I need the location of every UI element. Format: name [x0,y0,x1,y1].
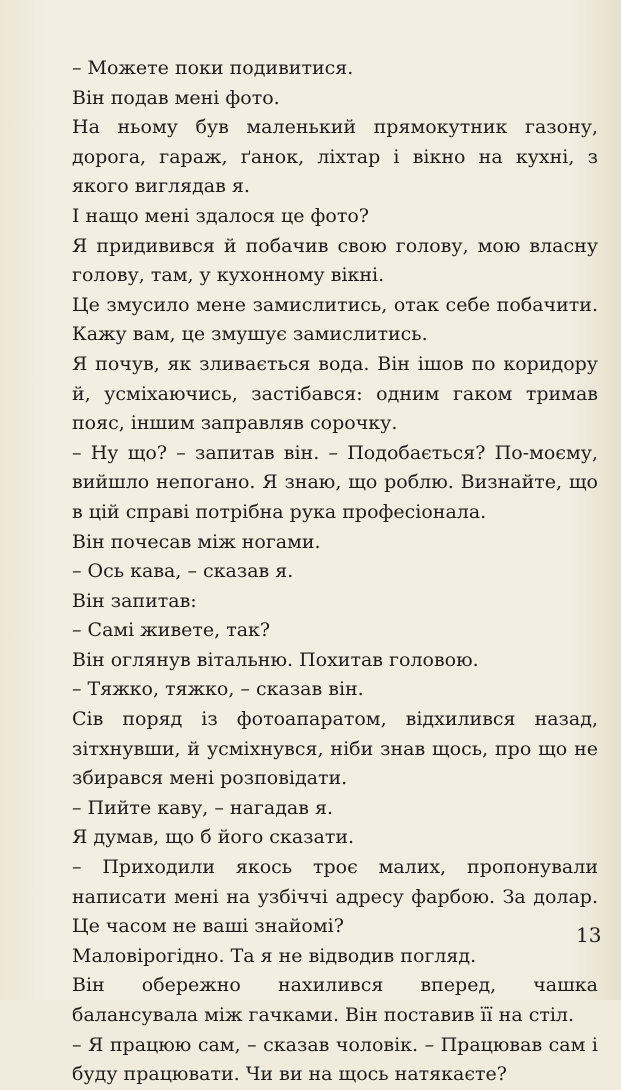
paragraph: – Я працюю сам, – сказав чоловік. – Працював сам і буду працювати. Чи ви на щось натякаєте? [72,1033,598,1086]
paragraph: – Приходили якось троє малих, пропонували написати мені на узбіччі адресу фарбою. За долар. Це часом не ваші знайомі? [72,856,598,938]
paragraph: – Тяжко, тяжко, – сказав він. [72,678,364,701]
paragraph: Я придивився й побачив свою голову, мою власну голову, там, у кухонному вікні. [72,234,598,287]
paragraph: Я почув, як зливається вода. Він ішов по коридору й, усміхаючись, застібався: одним гаком тримав пояс, іншим заправляв сорочку. [72,352,598,435]
paragraph: Він подав мені фото. [72,86,280,109]
paragraph: – Ось кава, – сказав я. [72,560,294,583]
paragraph: Сів поряд із фотоапаратом, відхилився назад, зітхнувши, й усміхнувся, ніби знав щось, про що не збирався мені розповідати. [72,708,598,790]
paragraph: – Ну що? – запитав він. – Подобається? По-моєму, вийшло непогано. Я знаю, що роблю. Визнайте, що в цій справі потрібна рука професіонала. [72,441,598,523]
paragraph: Я думав, що б його сказати. [72,826,355,849]
page-number: 13 [576,923,602,947]
body-text [72,54,598,1090]
paragraph: Він обережно нахилився вперед, чашка балансувала між гачками. Він поставив її на стіл. [72,974,598,1026]
paragraph: І нащо мені здалося це фото? [72,204,369,227]
paragraph: Він почесав між ногами. [72,530,321,553]
paragraph: Це змусило мене замислитись, отак себе побачити. Кажу вам, це змушує замислитись. [72,293,598,346]
paragraph: – Можете поки подивитися. [72,57,354,79]
paragraph: Маловірогідно. Та я не відводив погляд. [72,944,477,967]
paragraph: – Самі живете, так? [72,619,271,642]
paragraph: На ньому був маленький прямокутник газону, дорога, гараж, ґанок, ліхтар і вікно на кухні, з якого виглядав я. [72,116,598,198]
paragraph: – Пийте каву, – нагадав я. [72,796,333,819]
paragraph: Він оглянув вітальню. Похитав головою. [72,648,479,671]
paragraph: Він запитав: [72,589,197,612]
